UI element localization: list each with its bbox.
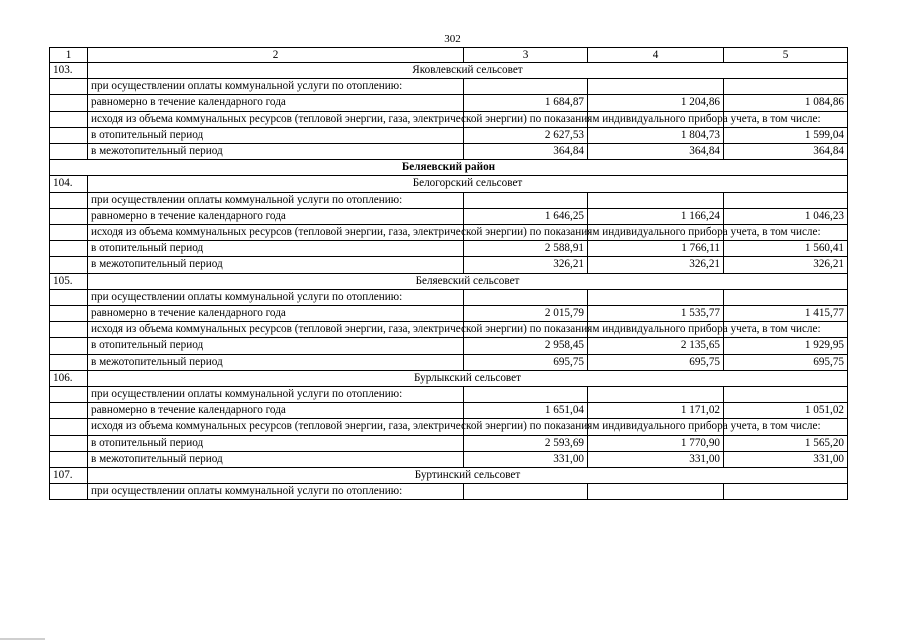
value-cell: 695,75	[724, 354, 848, 370]
municipality-row	[50, 176, 848, 192]
value-cell: 1 046,23	[724, 208, 848, 224]
row-number-cell	[50, 419, 88, 435]
value-cell: 1 651,04	[464, 403, 588, 419]
value-cell: 1 084,86	[724, 95, 848, 111]
row-description: равномерно в течение календарного года	[88, 306, 464, 322]
value-cell: 326,21	[724, 257, 848, 273]
value-cell: 326,21	[464, 257, 588, 273]
value-cell: 2 627,53	[464, 127, 588, 143]
value-cell: 364,84	[724, 144, 848, 160]
table-row	[50, 403, 848, 419]
value-cell: 1 204,86	[588, 95, 724, 111]
table-row	[50, 225, 848, 241]
value-cell: 1 565,20	[724, 435, 848, 451]
row-number-cell	[50, 306, 88, 322]
value-cell	[588, 192, 724, 208]
value-cell: 331,00	[588, 451, 724, 467]
municipality-title: Беляевский сельсовет	[88, 273, 848, 289]
value-cell	[588, 387, 724, 403]
value-cell: 1 770,90	[588, 435, 724, 451]
row-description: исходя из объема коммунальных ресурсов (тепловой энергии, газа, электрической энергии) по показаниям индивидуального прибора учета, в том числе:	[88, 322, 464, 338]
row-number-cell	[50, 127, 88, 143]
column-header: 4	[588, 48, 724, 63]
table-row	[50, 419, 848, 435]
row-description: равномерно в течение календарного года	[88, 208, 464, 224]
table-row	[50, 484, 848, 500]
value-cell: 1 051,02	[724, 403, 848, 419]
row-number-cell	[50, 289, 88, 305]
column-header: 5	[724, 48, 848, 63]
row-description: в межотопительный период	[88, 257, 464, 273]
table-row	[50, 79, 848, 95]
value-cell	[724, 387, 848, 403]
value-cell: 1 415,77	[724, 306, 848, 322]
row-description: при осуществлении оплаты коммунальной услуги по отоплению:	[88, 192, 464, 208]
municipality-title: Яковлевский сельсовет	[88, 63, 848, 79]
value-cell: 1 171,02	[588, 403, 724, 419]
row-number-cell	[50, 338, 88, 354]
table-row	[50, 257, 848, 273]
value-cell	[588, 79, 724, 95]
column-header: 3	[464, 48, 588, 63]
row-description: в отопительный период	[88, 241, 464, 257]
table-row	[50, 354, 848, 370]
value-cell	[588, 289, 724, 305]
value-cell: 2 588,91	[464, 241, 588, 257]
municipality-title: Бурлыкский сельсовет	[88, 370, 848, 386]
district-row	[50, 160, 848, 176]
table-row	[50, 338, 848, 354]
value-cell	[724, 79, 848, 95]
row-number-cell	[50, 354, 88, 370]
table-row	[50, 306, 848, 322]
value-cell: 331,00	[724, 451, 848, 467]
table-row	[50, 387, 848, 403]
value-cell: 1 766,11	[588, 241, 724, 257]
value-cell: 1 929,95	[724, 338, 848, 354]
row-number-cell	[50, 435, 88, 451]
value-cell: 695,75	[588, 354, 724, 370]
value-cell: 364,84	[464, 144, 588, 160]
value-cell: 1 804,73	[588, 127, 724, 143]
value-cell	[464, 192, 588, 208]
row-description: в межотопительный период	[88, 144, 464, 160]
table-row	[50, 322, 848, 338]
value-cell: 1 646,25	[464, 208, 588, 224]
row-number-cell	[50, 192, 88, 208]
row-description: в межотопительный период	[88, 354, 464, 370]
value-cell: 331,00	[464, 451, 588, 467]
row-number: 104.	[50, 176, 88, 192]
table-row	[50, 241, 848, 257]
value-cell	[464, 289, 588, 305]
row-description: исходя из объема коммунальных ресурсов (тепловой энергии, газа, электрической энергии) по показаниям индивидуального прибора учета, в том числе:	[88, 419, 464, 435]
row-number-cell	[50, 484, 88, 500]
municipality-row	[50, 468, 848, 484]
municipality-title: Белогорский сельсовет	[88, 176, 848, 192]
value-cell: 1 560,41	[724, 241, 848, 257]
row-description: в отопительный период	[88, 338, 464, 354]
row-number: 106.	[50, 370, 88, 386]
value-cell: 1 166,24	[588, 208, 724, 224]
table-row	[50, 289, 848, 305]
value-cell: 326,21	[588, 257, 724, 273]
value-cell: 1 535,77	[588, 306, 724, 322]
page-number: 302	[444, 33, 461, 45]
value-cell	[724, 192, 848, 208]
row-number-cell	[50, 225, 88, 241]
row-number-cell	[50, 95, 88, 111]
tariff-table-body	[50, 48, 848, 500]
table-row	[50, 435, 848, 451]
row-number: 103.	[50, 63, 88, 79]
value-cell	[588, 484, 724, 500]
row-number-cell	[50, 241, 88, 257]
value-cell: 2 593,69	[464, 435, 588, 451]
district-title: Беляевский район	[50, 160, 848, 176]
value-cell: 2 958,45	[464, 338, 588, 354]
table-row	[50, 144, 848, 160]
value-cell	[464, 79, 588, 95]
value-cell	[464, 387, 588, 403]
tariff-table	[49, 47, 848, 500]
municipality-row	[50, 273, 848, 289]
value-cell: 1 684,87	[464, 95, 588, 111]
value-cell	[724, 289, 848, 305]
value-cell: 364,84	[588, 144, 724, 160]
row-description: равномерно в течение календарного года	[88, 403, 464, 419]
row-description: при осуществлении оплаты коммунальной услуги по отоплению:	[88, 289, 464, 305]
row-number-cell	[50, 208, 88, 224]
column-header: 2	[88, 48, 464, 63]
row-number-cell	[50, 322, 88, 338]
table-row	[50, 127, 848, 143]
table-row	[50, 192, 848, 208]
row-description: равномерно в течение календарного года	[88, 95, 464, 111]
row-description: исходя из объема коммунальных ресурсов (тепловой энергии, газа, электрической энергии) по показаниям индивидуального прибора учета, в том числе:	[88, 111, 464, 127]
row-description: при осуществлении оплаты коммунальной услуги по отоплению:	[88, 484, 464, 500]
value-cell	[464, 484, 588, 500]
row-number-cell	[50, 144, 88, 160]
row-number-cell	[50, 111, 88, 127]
row-description: в межотопительный период	[88, 451, 464, 467]
row-description: при осуществлении оплаты коммунальной услуги по отоплению:	[88, 79, 464, 95]
value-cell: 2 135,65	[588, 338, 724, 354]
column-header-row	[50, 48, 848, 63]
table-row	[50, 95, 848, 111]
table-row	[50, 111, 848, 127]
value-cell: 1 599,04	[724, 127, 848, 143]
row-number-cell	[50, 387, 88, 403]
municipality-row	[50, 63, 848, 79]
municipality-row	[50, 370, 848, 386]
value-cell: 695,75	[464, 354, 588, 370]
row-description: при осуществлении оплаты коммунальной услуги по отоплению:	[88, 387, 464, 403]
row-description: в отопительный период	[88, 435, 464, 451]
row-number: 105.	[50, 273, 88, 289]
table-row	[50, 208, 848, 224]
row-number-cell	[50, 451, 88, 467]
value-cell	[724, 484, 848, 500]
row-description: исходя из объема коммунальных ресурсов (тепловой энергии, газа, электрической энергии) по показаниям индивидуального прибора учета, в том числе:	[88, 225, 464, 241]
table-row	[50, 451, 848, 467]
row-number-cell	[50, 79, 88, 95]
row-number-cell	[50, 257, 88, 273]
value-cell: 2 015,79	[464, 306, 588, 322]
row-number-cell	[50, 403, 88, 419]
row-number: 107.	[50, 468, 88, 484]
column-header: 1	[50, 48, 88, 63]
municipality-title: Буртинский сельсовет	[88, 468, 848, 484]
row-description: в отопительный период	[88, 127, 464, 143]
